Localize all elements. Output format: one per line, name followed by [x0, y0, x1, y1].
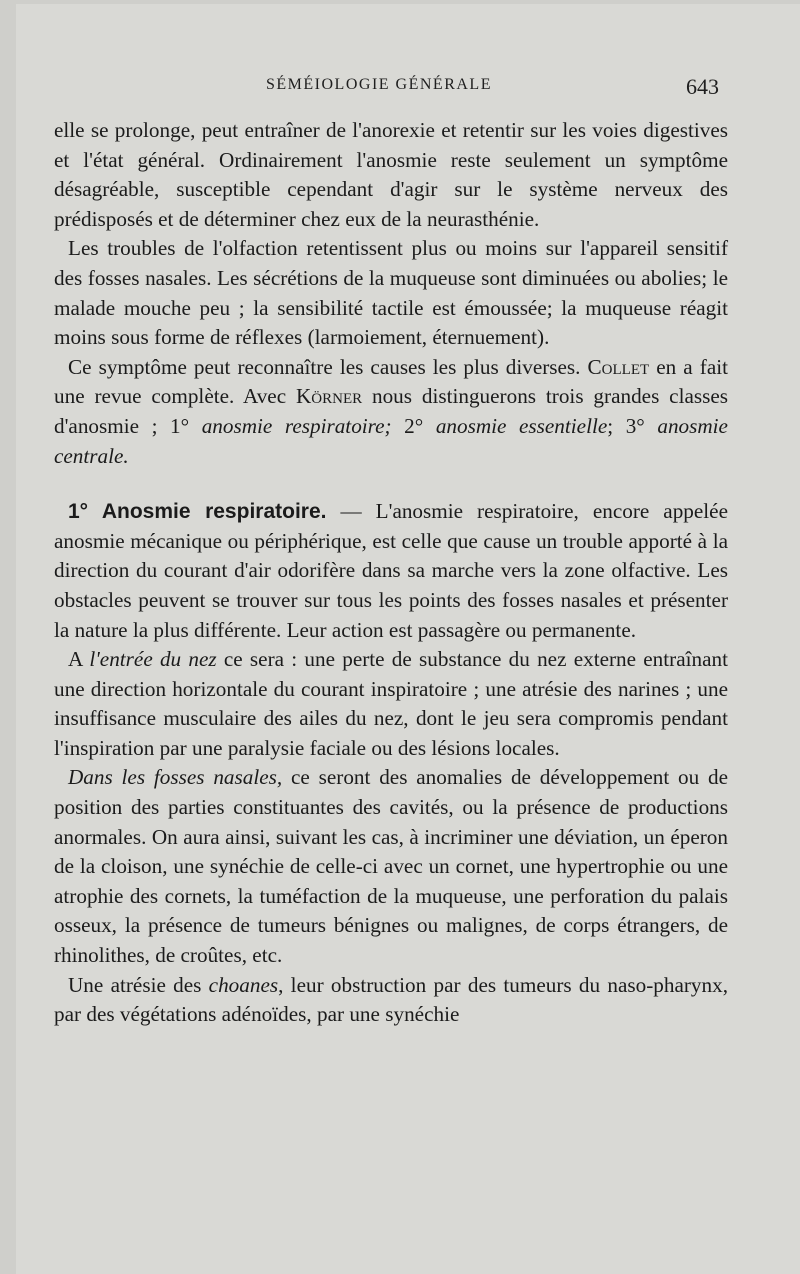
page-header — [16, 76, 800, 106]
paragraph-7 — [54, 971, 728, 1030]
p6-italic: Dans les fosses nasales, — [68, 765, 283, 790]
running-title: SÉMÉIOLOGIE GÉNÉRALE — [266, 76, 492, 93]
paragraph-5 — [54, 645, 728, 763]
p4-text: — L'anosmie respiratoire, encore appelée anosmie mécanique ou périphérique, est celle que cause un trouble apporté à la direction du courant d'air odorifère dans sa marche vers la zone olfactive. Les obstacles peuvent se trouver sur tous les points des fosses nasales et présenter la nature la plus différente. Leur action est passagère ou permanente. — [54, 499, 728, 642]
p7-text-a: Une atrésie des — [68, 972, 209, 997]
author-korner: Körner — [295, 384, 363, 409]
p7-italic: choanes — [208, 972, 279, 997]
p5-italic: l'entrée du nez — [89, 647, 217, 672]
p3-text-c: nous distinguerons trois grandes classes d'anosmie ; 1° — [54, 384, 728, 438]
paragraph-4 — [54, 497, 728, 645]
p7-text-b: , leur obstruction par des tumeurs du naso-pharynx, par des végétations adénoïdes, par une synéchie — [54, 972, 728, 1027]
p3-text-a: Ce symptôme peut reconnaître les causes les plus diverses. — [68, 354, 581, 379]
p3-text-e: ; 3° — [607, 413, 658, 438]
p6-text: ce seront des anomalies de développement ou de position des parties constituantes des cavités, ou la présence de productions anormales. On aura ainsi, suivant les cas, à incriminer une déviation, un éperon de la cloison, une synéchie de celle-ci avec un cornet, une hypertrophie ou une atrophie des cornets, la tuméfaction de la muqueuse, une perforation du palais osseux, la présence de tumeurs bénignes ou malignes, de corps étrangers, de rhinolithes, de croûtes, etc. — [54, 765, 729, 968]
section-spacer — [54, 471, 728, 497]
body-text — [54, 116, 728, 1030]
page-number: 643 — [686, 74, 719, 99]
section-heading: 1° Anosmie respiratoire. — [68, 500, 327, 524]
book-page — [16, 4, 800, 1274]
p5-text-a: A — [68, 647, 90, 672]
author-collet: Collet — [587, 354, 650, 379]
p3-italic-2: anosmie essentielle — [435, 413, 608, 438]
p3-text-b: en a fait une revue complète. Avec — [54, 354, 728, 409]
paragraph-1: elle se prolonge, peut entraîner de l'anorexie et retentir sur les voies digestives et l'état général. Ordinairement l'anosmie reste seulement un symptôme désagréable, susceptible cependant d'agir sur le système nerveux des prédisposés et de déterminer chez eux de la neurasthénie. — [54, 118, 728, 231]
p3-text-d: 2° — [391, 413, 436, 438]
paragraph-2: Les troubles de l'olfaction retentissent plus ou moins sur l'appareil sensitif des fosses nasales. Les sécrétions de la muqueuse sont diminuées ou abolies; le malade mouche peu ; la sensibilité tactile est émoussée; la muqueuse réagit moins sous forme de réflexes (larmoiement, éternuement). — [54, 236, 728, 350]
p3-italic-1: anosmie respiratoire; — [201, 413, 392, 438]
paragraph-3 — [54, 353, 728, 471]
paragraph-6 — [54, 763, 728, 970]
p3-italic-3: anosmie centrale. — [54, 413, 728, 468]
p5-text-b: ce sera : une perte de substance du nez externe entraînant une direction horizontale du courant inspiratoire ; une atrésie des narines ; une insuffisance musculaire des ailes du nez, dont le jeu sera compromis pendant l'inspiration par une paralysie faciale ou des lésions locales. — [54, 647, 728, 760]
